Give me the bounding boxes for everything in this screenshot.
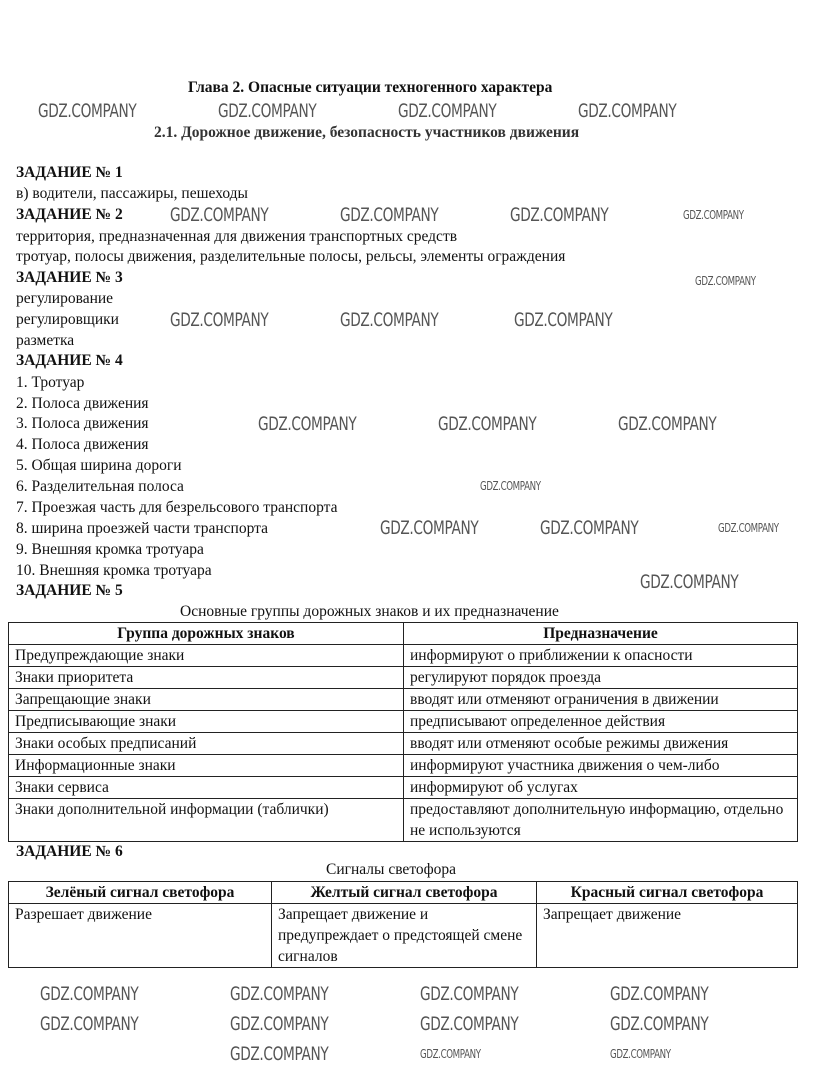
watermark: GDZ.COMPANY [380,517,479,539]
sign-purpose: вводят или отменяют особые режимы движения [404,733,798,755]
sign-purpose: вводят или отменяют ограничения в движении [404,689,798,711]
column-header: Красный сигнал светофора [537,882,798,904]
sign-group: Знаки дополнительной информации (таблички) [9,799,404,842]
table-row [9,711,798,733]
task-4-item: 6. Разделительная полоса [16,478,184,495]
watermark: GDZ.COMPANY [480,479,541,493]
task-6-title: ЗАДАНИЕ № 6 [16,843,123,860]
sign-purpose: предоставляют дополнительную информацию, отдельно не используются [404,799,798,842]
column-header: Зелёный сигнал светофора [9,882,272,904]
task-4-item: 10. Внешняя кромка тротуара [16,562,212,579]
task-3-answer: регулирование [16,290,114,307]
task-2-answer: территория, предназначенная для движения транспортных средств [16,228,458,245]
sign-purpose: информируют о приближении к опасности [404,645,798,667]
watermark: GDZ.COMPANY [40,1013,139,1035]
table1-caption: Основные группы дорожных знаков и их предназначение [180,603,559,620]
table-row [9,904,798,968]
watermark: GDZ.COMPANY [683,208,744,222]
task-4-title: ЗАДАНИЕ № 4 [16,352,123,369]
watermark: GDZ.COMPANY [170,204,269,226]
task-4-item: 5. Общая ширина дороги [16,457,182,474]
task-3-answer: регулировщики [16,311,119,328]
task-2-answer: тротуар, полосы движения, разделительные полосы, рельсы, элементы ограждения [16,248,566,265]
sign-purpose: информируют об услугах [404,777,798,799]
watermark: GDZ.COMPANY [540,517,639,539]
watermark: GDZ.COMPANY [610,1013,709,1035]
column-header: Группа дорожных знаков [9,623,404,645]
task-4-item: 2. Полоса движения [16,395,149,412]
traffic-light-table [8,881,798,968]
watermark: GDZ.COMPANY [514,309,613,331]
sign-purpose: регулируют порядок проезда [404,667,798,689]
sign-purpose: информируют участника движения о чем-либо [404,755,798,777]
table-row [9,799,798,842]
watermark: GDZ.COMPANY [38,100,137,122]
watermark: GDZ.COMPANY [640,571,739,593]
chapter-title: Глава 2. Опасные ситуации техногенного характера [188,79,553,96]
table-row [9,645,798,667]
sign-group: Предупреждающие знаки [9,645,404,667]
task-5-title: ЗАДАНИЕ № 5 [16,582,123,599]
watermark: GDZ.COMPANY [718,521,779,535]
green-signal-meaning: Разрешает движение [9,904,272,968]
watermark: GDZ.COMPANY [398,100,497,122]
watermark: GDZ.COMPANY [40,983,139,1005]
watermark: GDZ.COMPANY [170,309,269,331]
watermark: GDZ.COMPANY [420,1013,519,1035]
sign-purpose: предписывают определенное действия [404,711,798,733]
sign-group: Запрещающие знаки [9,689,404,711]
watermark: GDZ.COMPANY [230,983,329,1005]
watermark: GDZ.COMPANY [578,100,677,122]
watermark: GDZ.COMPANY [258,413,357,435]
table-header-row [9,882,798,904]
sign-group: Знаки приоритета [9,667,404,689]
sign-group: Предписывающие знаки [9,711,404,733]
watermark: GDZ.COMPANY [340,204,439,226]
sign-group: Знаки сервиса [9,777,404,799]
table-row [9,667,798,689]
table-row [9,777,798,799]
task-4-item: 9. Внешняя кромка тротуара [16,541,204,558]
watermark: GDZ.COMPANY [230,1013,329,1035]
watermark: GDZ.COMPANY [340,309,439,331]
task-2-title: ЗАДАНИЕ № 2 [16,206,123,223]
watermark: GDZ.COMPANY [610,983,709,1005]
task-4-item: 3. Полоса движения [16,415,149,432]
task-4-item: 8. ширина проезжей части транспорта [16,520,268,537]
task-4-item: 4. Полоса движения [16,436,149,453]
task-4-item: 7. Проезжая часть для безрельсового транспорта [16,499,338,516]
column-header: Желтый сигнал светофора [272,882,537,904]
task-4-item: 1. Тротуар [16,374,85,391]
table-header-row [9,623,798,645]
watermark: GDZ.COMPANY [510,204,609,226]
section-title: 2.1. Дорожное движение, безопасность участников движения [154,124,580,141]
watermark: GDZ.COMPANY [420,983,519,1005]
yellow-signal-meaning: Запрещает движение и предупреждает о предстоящей смене сигналов [272,904,537,968]
task-3-answer: разметка [16,332,75,349]
table-row [9,755,798,777]
watermark: GDZ.COMPANY [695,274,756,288]
table2-caption: Сигналы светофора [326,861,457,878]
watermark: GDZ.COMPANY [420,1047,481,1061]
watermark: GDZ.COMPANY [438,413,537,435]
table-row [9,689,798,711]
sign-group: Информационные знаки [9,755,404,777]
watermark: GDZ.COMPANY [618,413,717,435]
road-signs-table [8,622,798,842]
column-header: Предназначение [404,623,798,645]
red-signal-meaning: Запрещает движение [537,904,798,968]
task-3-title: ЗАДАНИЕ № 3 [16,269,123,286]
sign-group: Знаки особых предписаний [9,733,404,755]
watermark: GDZ.COMPANY [610,1047,671,1061]
task-1-title: ЗАДАНИЕ № 1 [16,164,123,181]
watermark: GDZ.COMPANY [230,1043,329,1065]
table-row [9,733,798,755]
watermark: GDZ.COMPANY [218,100,317,122]
task-1-answer: в) водители, пассажиры, пешеходы [16,185,248,202]
